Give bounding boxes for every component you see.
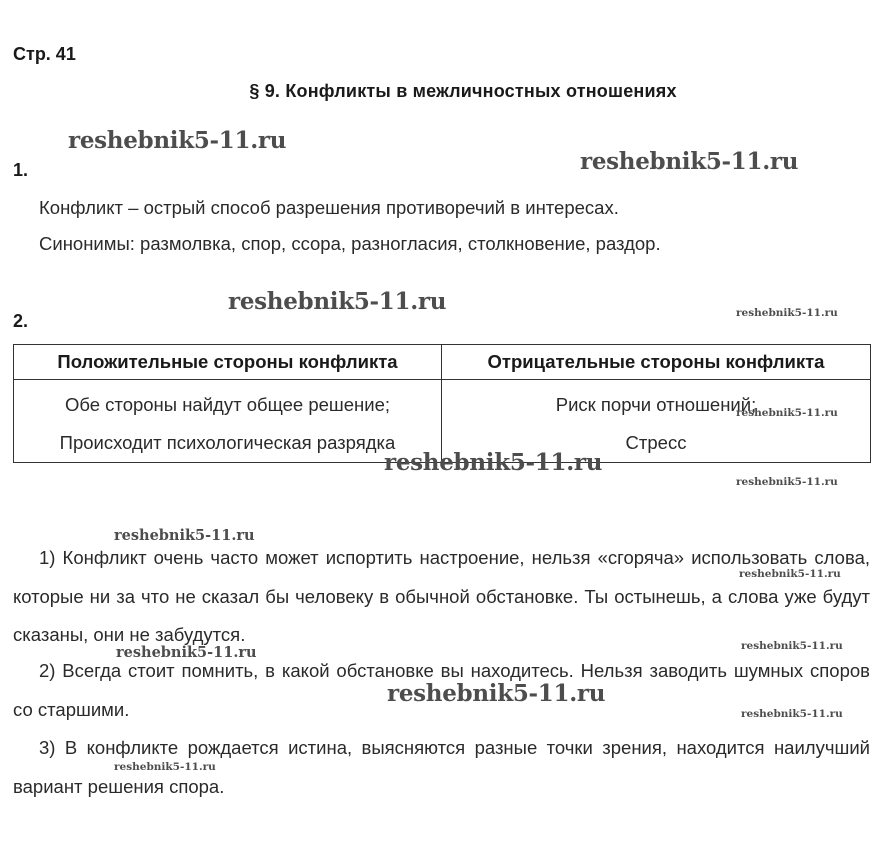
negative-sides-header: Отрицательные стороны конфликта <box>442 345 871 380</box>
task-1-number: 1. <box>13 160 29 180</box>
conflict-definition: Конфликт – острый способ разрешения противоречий в интересах. <box>39 197 619 218</box>
watermark: reshebnik5-11.ru <box>736 407 838 419</box>
watermark: reshebnik5-11.ru <box>580 148 799 175</box>
rule-paragraph-3: 3) В конфликте рождается истина, выясняются разные точки зрения, находится наилучший вариант решения спора. <box>13 737 870 797</box>
rule-paragraph-2: 2) Всегда стоит помнить, в какой обстановке вы находитесь. Нельзя заводить шумных споров со старшими. <box>13 660 870 720</box>
rule-paragraph-1: 1) Конфликт очень часто может испортить настроение, нельзя «сгоряча» использовать слова, которые ни за что не сказал бы человеку в обычной обстановке. Ты остынешь, а слова уже будут сказаны, они не забудутся. <box>13 547 870 645</box>
positive-item: Происходит психологическая разрядка <box>59 432 396 453</box>
conflict-sides-table <box>13 344 871 463</box>
watermark: reshebnik5-11.ru <box>739 568 841 580</box>
watermark: reshebnik5-11.ru <box>116 644 257 661</box>
positive-item: Обе стороны найдут общее решение; <box>64 394 391 415</box>
watermark: reshebnik5-11.ru <box>68 127 287 154</box>
watermark: reshebnik5-11.ru <box>741 640 843 652</box>
task-2-number: 2. <box>13 311 29 331</box>
watermark: reshebnik5-11.ru <box>384 449 603 476</box>
watermark: reshebnik5-11.ru <box>114 761 216 773</box>
table-header-row <box>14 345 871 380</box>
negative-item: Риск порчи отношений; <box>555 394 757 415</box>
watermark: reshebnik5-11.ru <box>114 527 255 544</box>
watermark: reshebnik5-11.ru <box>736 307 838 319</box>
section-heading: § 9. Конфликты в межличностных отношениях <box>249 81 677 101</box>
negative-item: Стресс <box>625 432 687 453</box>
positive-sides-cell <box>14 380 442 463</box>
conflict-synonyms: Синонимы: размолвка, спор, ссора, разногласия, столкновение, раздор. <box>39 233 661 254</box>
watermark: reshebnik5-11.ru <box>741 708 843 720</box>
page-label: Стр. 41 <box>13 44 76 64</box>
watermark: reshebnik5-11.ru <box>736 476 838 488</box>
watermark: reshebnik5-11.ru <box>387 680 606 707</box>
positive-sides-header: Положительные стороны конфликта <box>14 345 442 380</box>
watermark: reshebnik5-11.ru <box>228 288 447 315</box>
